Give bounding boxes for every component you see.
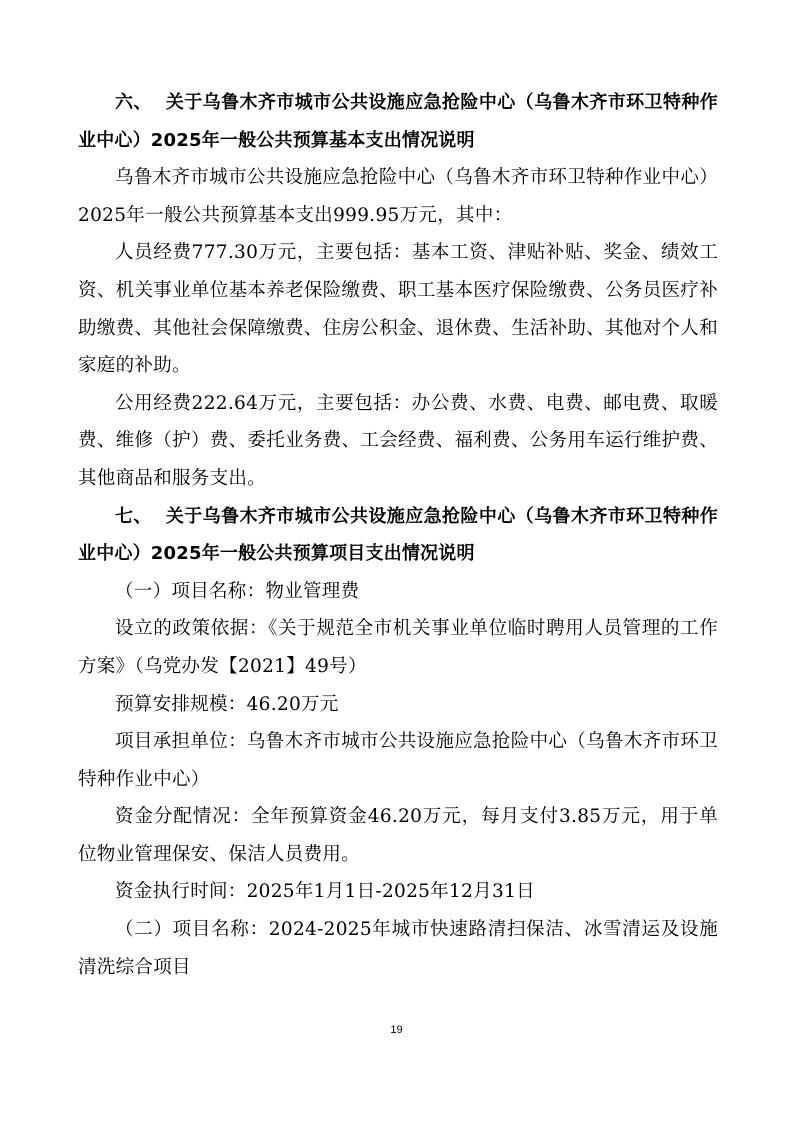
section-7-heading bbox=[78, 498, 718, 573]
project-1-name: （一）项目名称：物业管理费 bbox=[115, 580, 360, 602]
section-7-title: 关于乌鲁木齐市城市公共设施应急抢险中心（乌鲁木齐市环卫特种作业中心）2025年一般公共预算项目支出情况说明 bbox=[78, 505, 718, 565]
section-6-heading bbox=[78, 84, 718, 159]
project-1-fund-allocation: 资金分配情况：全年预算资金46.20万元，每月支付3.85万元，用于单位物业管理保安、保洁人员费用。 bbox=[78, 806, 718, 865]
project-2-name: （二）项目名称：2024-2025年城市快速路清扫保洁、冰雪清运及设施清洗综合项目 bbox=[78, 919, 718, 978]
project-1-budget-scale: 预算安排规模：46.20万元 bbox=[115, 693, 339, 715]
project-1-execution-time: 资金执行时间：2025年1月1日-2025年12月31日 bbox=[115, 881, 535, 903]
section-6-intro: 乌鲁木齐市城市公共设施应急抢险中心（乌鲁木齐市环卫特种作业中心）2025年一般公共预算基本支出999.95万元，其中： bbox=[78, 167, 718, 226]
section-6-title: 关于乌鲁木齐市城市公共设施应急抢险中心（乌鲁木齐市环卫特种作业中心）2025年一般公共预算基本支出情况说明 bbox=[78, 92, 718, 151]
page-number: 19 bbox=[390, 1024, 403, 1036]
public-expenses-paragraph: 公用经费222.64万元，主要包括：办公费、水费、电费、邮电费、取暖费、维修（护）费、委托业务费、工会经费、福利费、公务用车运行维护费、其他商品和服务支出。 bbox=[78, 392, 718, 489]
project-1-responsible-unit: 项目承担单位：乌鲁木齐市城市公共设施应急抢险中心（乌鲁木齐市环卫特种作业中心） bbox=[78, 731, 718, 790]
section-7-number: 七、 bbox=[115, 505, 152, 527]
personnel-expenses-paragraph: 人员经费777.30万元，主要包括：基本工资、津贴补贴、奖金、绩效工资、机关事业单位基本养老保险缴费、职工基本医疗保险缴费、公务员医疗补助缴费、其他社会保障缴费、住房公积金、退休费、生活补助、其他对个人和家庭的补助。 bbox=[78, 242, 718, 377]
page-content bbox=[78, 84, 718, 986]
project-1-policy-basis: 设立的政策依据：《关于规范全市机关事业单位临时聘用人员管理的工作方案》（乌党办发【2021】49号） bbox=[78, 618, 718, 677]
section-6-number: 六、 bbox=[115, 92, 152, 113]
